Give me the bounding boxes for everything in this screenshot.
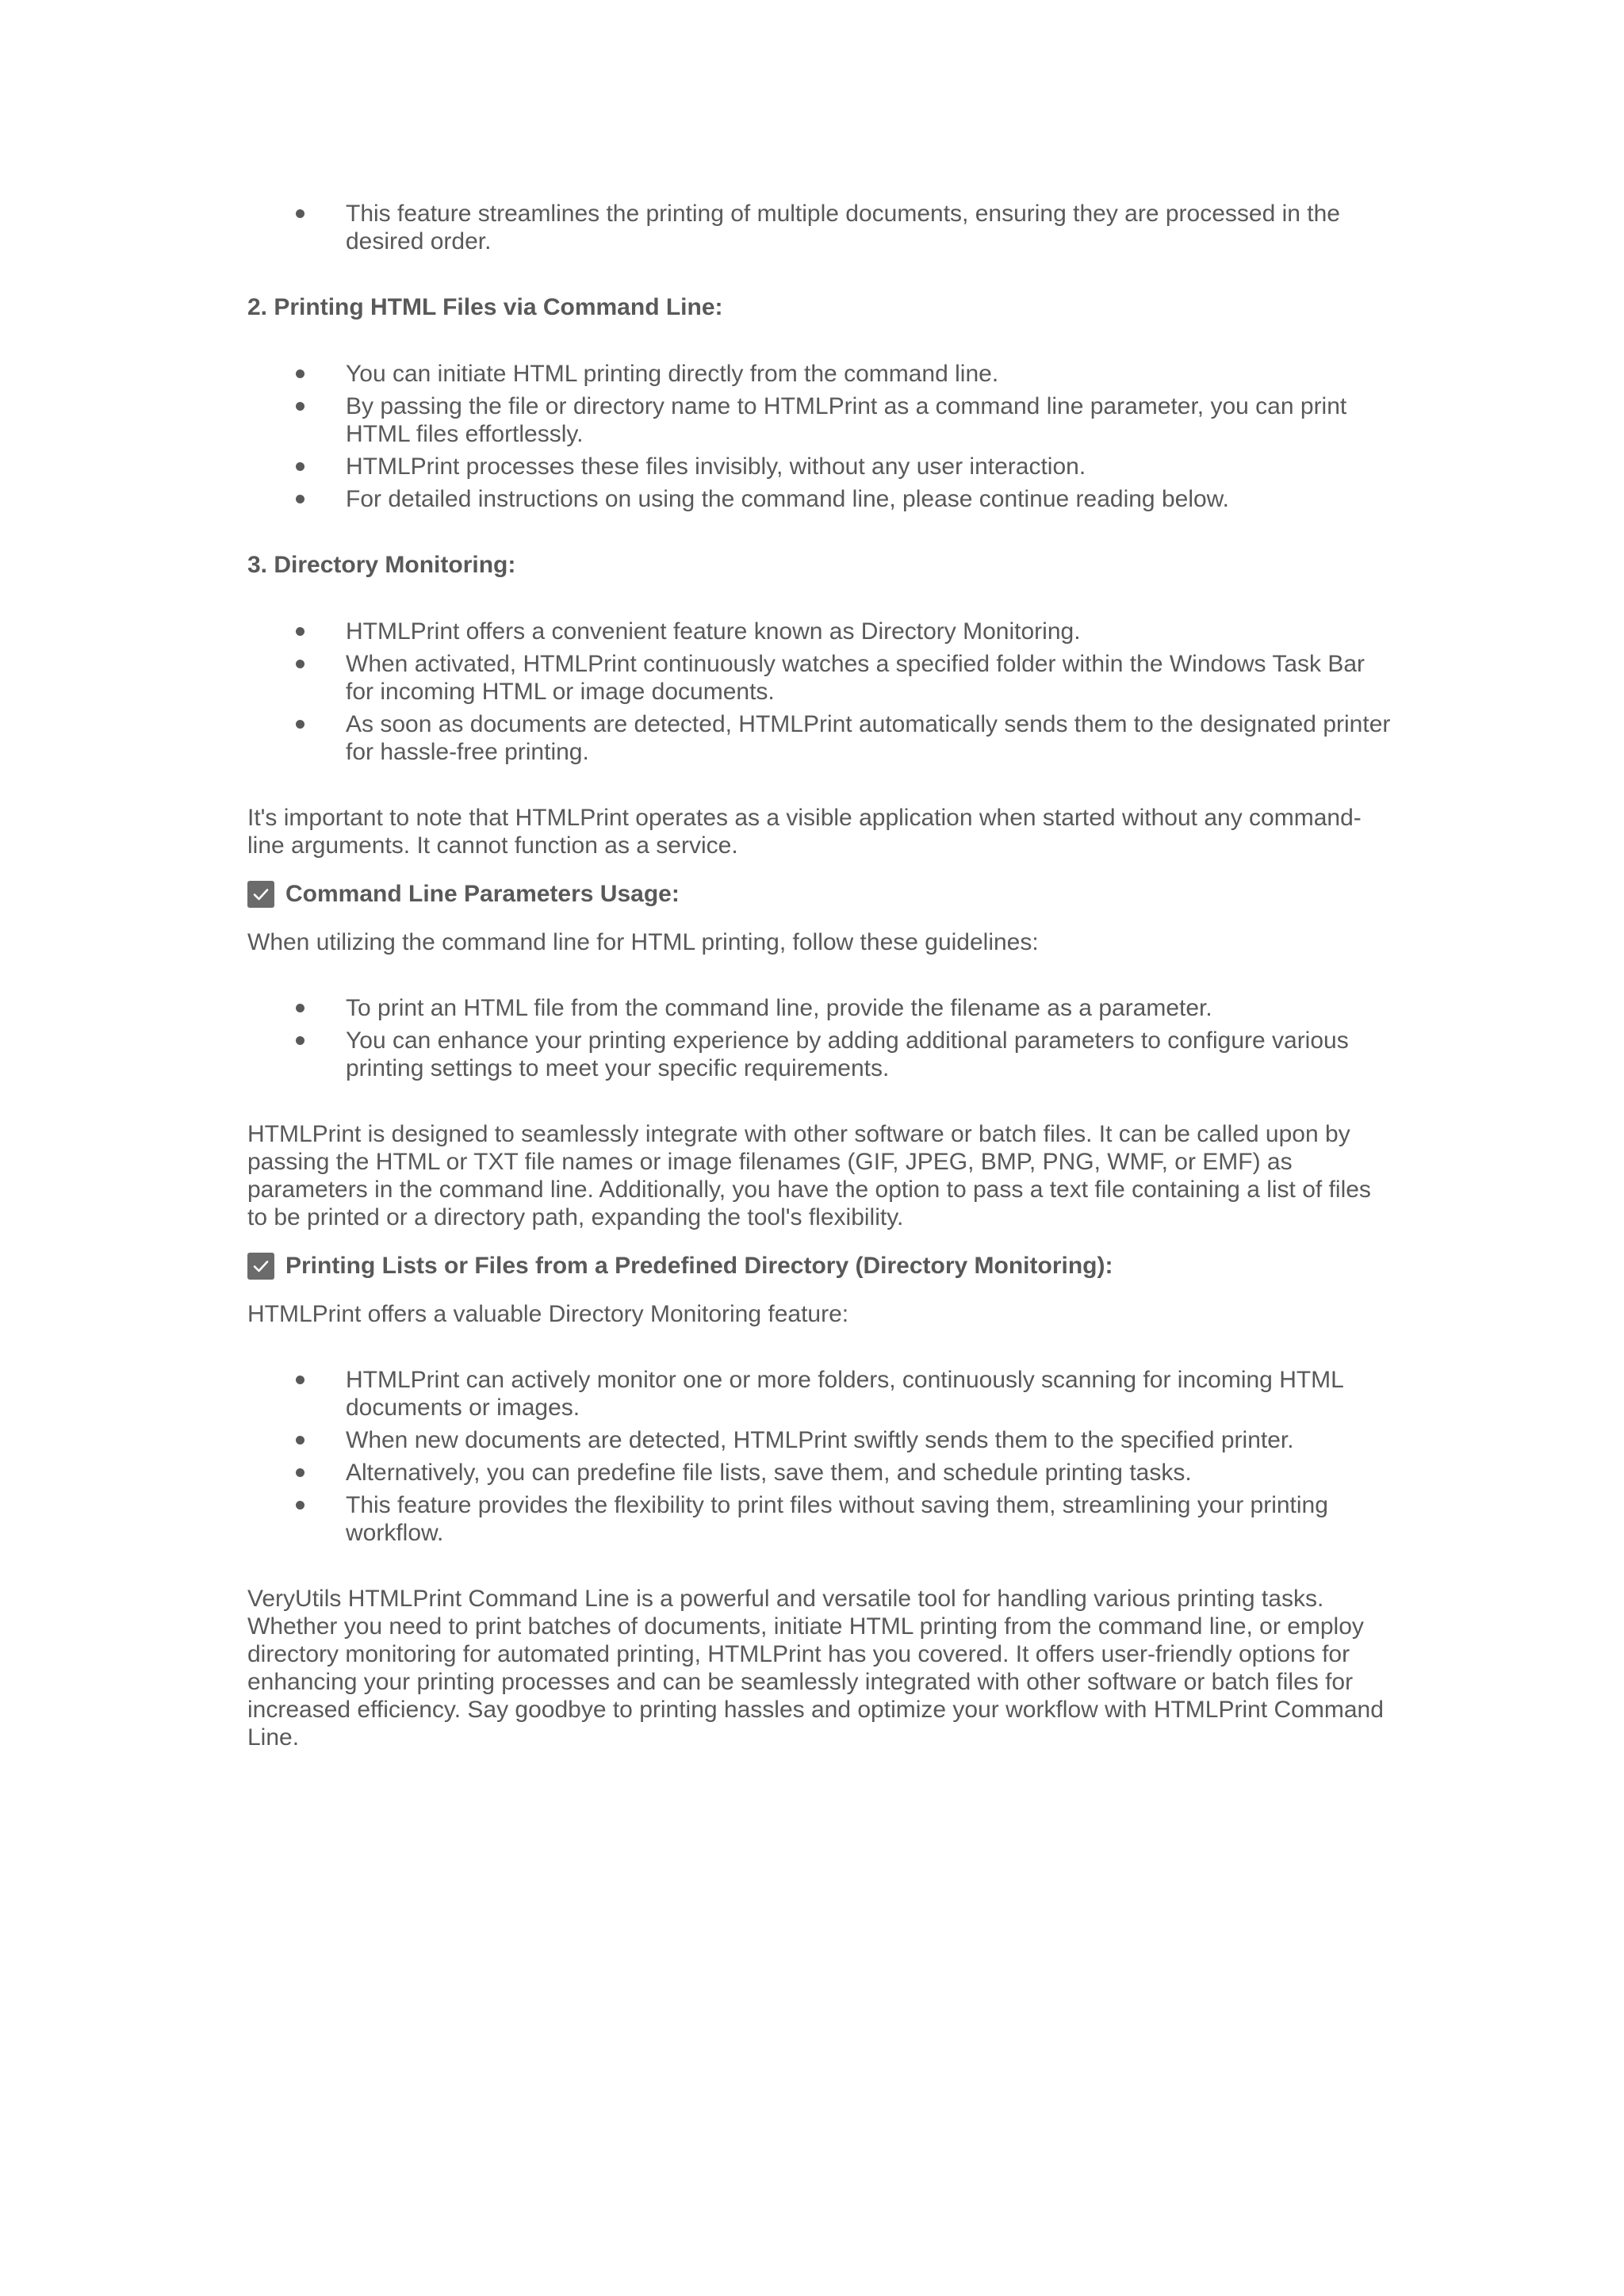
list-item: Alternatively, you can predefine file lists, save them, and schedule printing tasks. (247, 1459, 1397, 1487)
conclusion-paragraph: VeryUtils HTMLPrint Command Line is a powerful and versatile tool for handling various printing tasks. Whether you need to print batches of documents, initiate HTML printing from the command line, or employ directory monitoring for automated printing, HTMLPrint has you covered. It offers user-friendly options for enhancing your printing processes and can be seamlessly integrated with other software or batch files for increased efficiency. Say goodbye to printing hassles and optimize your workflow with HTMLPrint Command Line. (247, 1586, 1384, 1751)
directory-monitoring-heading-text: Printing Lists or Files from a Predefined Directory (Directory Monitoring): (285, 1253, 1113, 1279)
section-heading-command-line: 2. Printing HTML Files via Command Line: (247, 294, 723, 320)
list-item: HTMLPrint offers a convenient feature known as Directory Monitoring. (247, 618, 1397, 645)
note-paragraph: It's important to note that HTMLPrint operates as a visible application when started without any command-line arguments. It cannot function as a service. (247, 805, 1362, 859)
section-heading-directory-monitoring: 3. Directory Monitoring: (247, 552, 516, 578)
list-item: When activated, HTMLPrint continuously watches a specified folder within the Windows Task Bar for incoming HTML or image documents. (247, 650, 1397, 706)
checkbox-icon (247, 1253, 274, 1280)
list-item: As soon as documents are detected, HTMLPrint automatically sends them to the designated printer for hassle-free printing. (247, 710, 1397, 766)
command-line-usage-heading (247, 880, 1397, 908)
directory-monitoring-intro: HTMLPrint offers a valuable Directory Monitoring feature: (247, 1301, 849, 1327)
list-item: HTMLPrint can actively monitor one or more folders, continuously scanning for incoming HTML documents or images. (247, 1366, 1397, 1422)
checkbox-icon (247, 881, 274, 908)
command-line-bullet-list (247, 360, 1397, 513)
command-line-usage-bullet-list (247, 994, 1397, 1082)
list-item: To print an HTML file from the command line, provide the filename as a parameter. (247, 994, 1397, 1022)
checkmark-icon (251, 885, 270, 904)
directory-monitoring-bullet-list (247, 618, 1397, 766)
directory-monitoring-heading (247, 1252, 1397, 1280)
list-item: You can initiate HTML printing directly from the command line. (247, 360, 1397, 388)
list-item: For detailed instructions on using the command line, please continue reading below. (247, 485, 1397, 513)
list-item: This feature provides the flexibility to print files without saving them, streamlining your printing workflow. (247, 1491, 1397, 1547)
integration-paragraph: HTMLPrint is designed to seamlessly integrate with other software or batch files. It can be called upon by passing the HTML or TXT file names or image filenames (GIF, JPEG, BMP, PNG, WMF, or EMF) as parameters in the command line. Additionally, you have the option to pass a text file containing a list of files to be printed or a directory path, expanding the tool's flexibility. (247, 1121, 1371, 1230)
checkmark-icon (251, 1257, 270, 1276)
command-line-usage-intro: When utilizing the command line for HTML printing, follow these guidelines: (247, 929, 1039, 955)
list-item: By passing the file or directory name to HTMLPrint as a command line parameter, you can print HTML files effortlessly. (247, 392, 1397, 448)
list-item: HTMLPrint processes these files invisibly, without any user interaction. (247, 453, 1397, 480)
list-item: When new documents are detected, HTMLPrint swiftly sends them to the specified printer. (247, 1426, 1397, 1454)
directory-monitoring-feature-list (247, 1366, 1397, 1547)
list-item: You can enhance your printing experience by adding additional parameters to configure various printing settings to meet your specific requirements. (247, 1027, 1397, 1082)
command-line-usage-heading-text: Command Line Parameters Usage: (285, 881, 680, 907)
page-content (247, 200, 1397, 1751)
list-item: This feature streamlines the printing of multiple documents, ensuring they are processed in the desired order. (247, 200, 1397, 255)
intro-bullet-list (247, 200, 1397, 255)
